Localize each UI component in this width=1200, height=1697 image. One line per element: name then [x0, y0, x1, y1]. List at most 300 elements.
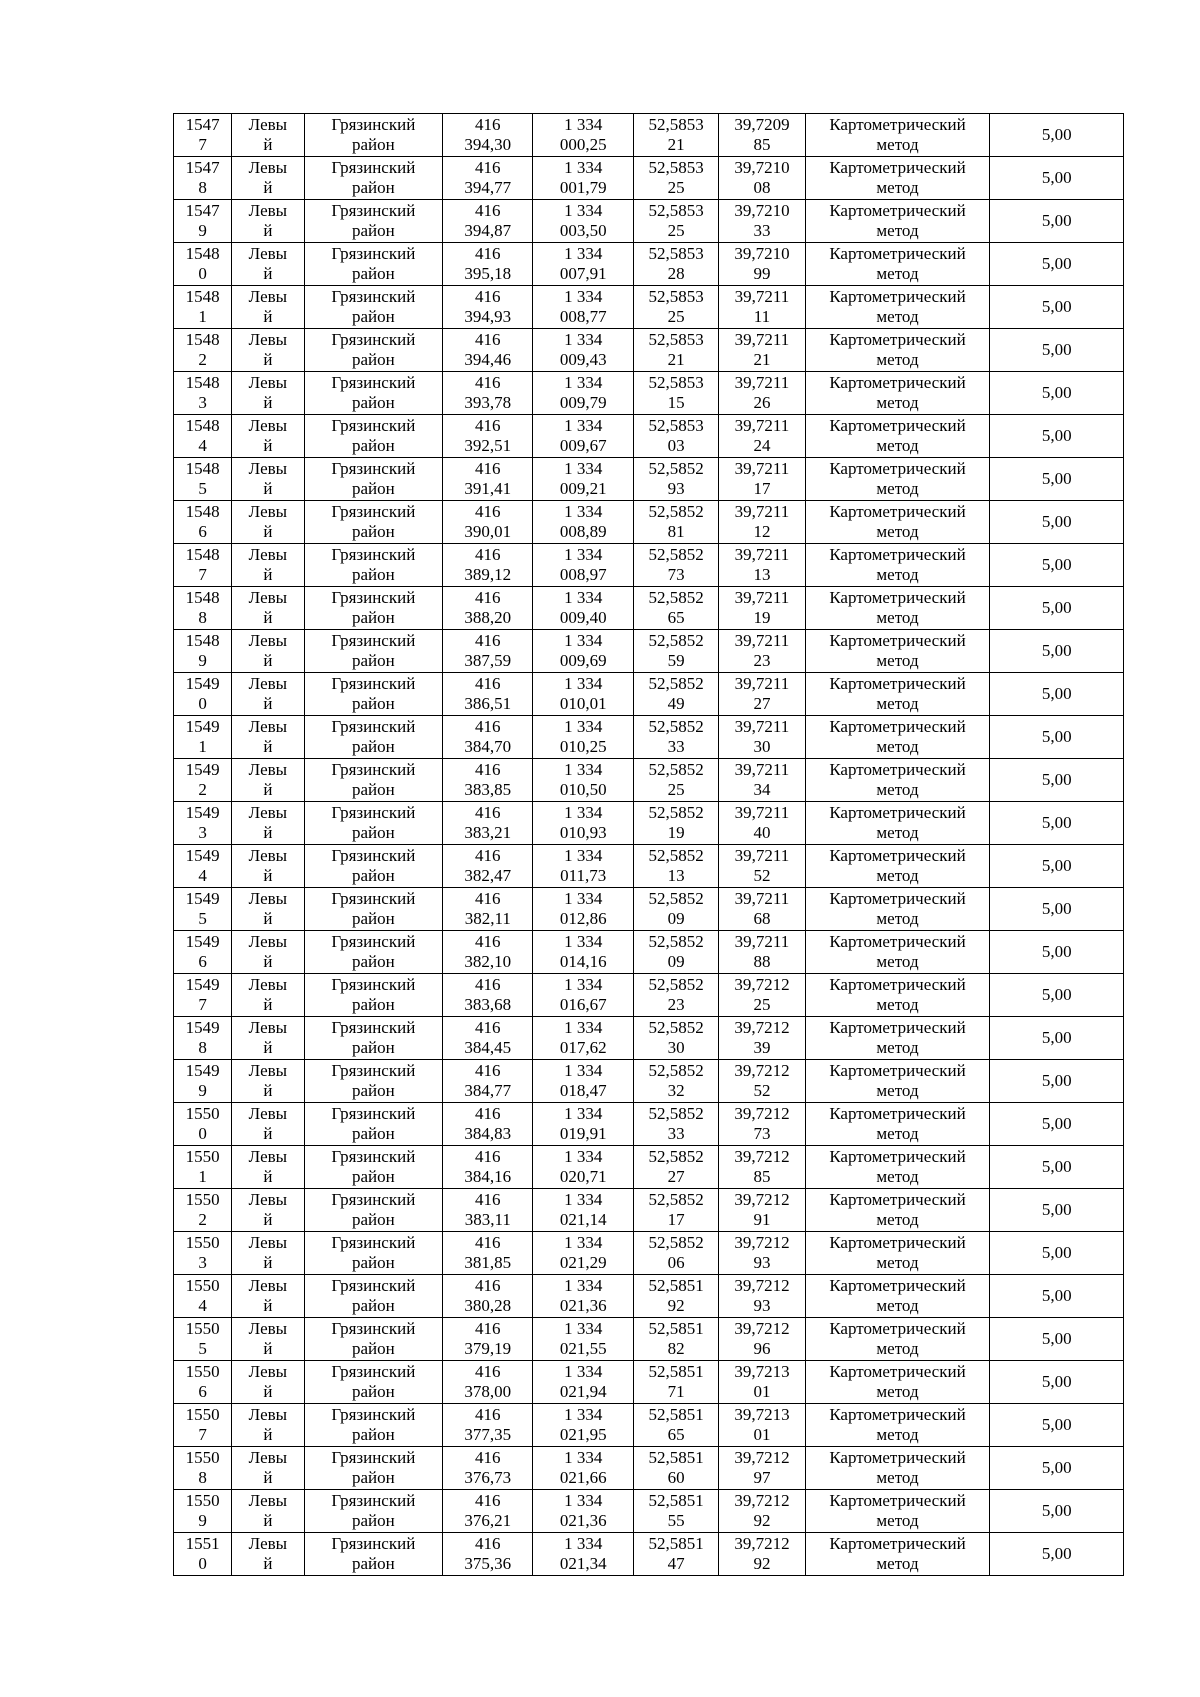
point-number-cell-line: 1548 — [185, 545, 220, 564]
side-cell-line: Левы — [248, 158, 288, 177]
latitude-cell-line: 52,5852 — [648, 1190, 704, 1209]
method-cell-line: Картометрический — [829, 1233, 966, 1252]
method-cell-line: метод — [876, 1167, 919, 1186]
longitude-cell-line: 97 — [753, 1468, 771, 1487]
point-number-cell — [174, 630, 232, 673]
y-coordinate-cell-line: 021,36 — [559, 1296, 607, 1315]
x-coordinate-cell — [443, 243, 533, 286]
longitude-cell — [719, 157, 805, 200]
longitude-cell — [719, 974, 805, 1017]
table-row — [174, 974, 1124, 1017]
district-cell — [304, 759, 443, 802]
method-cell-line: Картометрический — [829, 803, 966, 822]
y-coordinate-cell-line: 018,47 — [559, 1081, 607, 1100]
accuracy-cell: 5,00 — [990, 931, 1124, 974]
latitude-cell-line: 52,5852 — [648, 932, 704, 951]
latitude-cell — [633, 415, 718, 458]
table-row — [174, 1361, 1124, 1404]
point-number-cell — [174, 1060, 232, 1103]
x-coordinate-cell-line: 375,36 — [464, 1554, 512, 1573]
y-coordinate-cell-line: 1 334 — [564, 1362, 603, 1381]
x-coordinate-cell-line: 390,01 — [464, 522, 512, 541]
table-row — [174, 1232, 1124, 1275]
district-cell-line: Грязинский — [331, 373, 416, 392]
side-cell-line: й — [263, 1167, 273, 1186]
side-cell-line: й — [263, 1124, 273, 1143]
longitude-cell — [719, 1275, 805, 1318]
x-coordinate-cell-line: 416 — [475, 889, 501, 908]
point-number-cell-line: 1550 — [185, 1491, 220, 1510]
method-cell-line: метод — [876, 1425, 919, 1444]
side-cell — [232, 114, 304, 157]
side-cell-line: Левы — [248, 760, 288, 779]
x-coordinate-cell — [443, 1275, 533, 1318]
longitude-cell — [719, 1060, 805, 1103]
district-cell-line: Грязинский — [331, 416, 416, 435]
district-cell-line: район — [351, 651, 395, 670]
method-cell-line: Картометрический — [829, 502, 966, 521]
method-cell-line: Картометрический — [829, 1147, 966, 1166]
y-coordinate-cell — [533, 157, 633, 200]
longitude-cell — [719, 1318, 805, 1361]
point-number-cell-line: 1550 — [185, 1319, 220, 1338]
latitude-cell — [633, 1275, 718, 1318]
y-coordinate-cell-line: 1 334 — [564, 1190, 603, 1209]
side-cell-line: Левы — [248, 1534, 288, 1553]
side-cell-line: Левы — [248, 244, 288, 263]
longitude-cell-line: 39,7212 — [734, 1534, 790, 1553]
district-cell-line: Грязинский — [331, 846, 416, 865]
side-cell-line: Левы — [248, 1362, 288, 1381]
side-cell-line: й — [263, 823, 273, 842]
latitude-cell-line: 52,5852 — [648, 760, 704, 779]
side-cell-line: й — [263, 1511, 273, 1530]
x-coordinate-cell — [443, 802, 533, 845]
longitude-cell-line: 88 — [753, 952, 771, 971]
method-cell — [805, 1318, 990, 1361]
side-cell-line: й — [263, 995, 273, 1014]
x-coordinate-cell-line: 416 — [475, 1190, 501, 1209]
accuracy-cell: 5,00 — [990, 458, 1124, 501]
point-number-cell-line: 1 — [198, 1167, 207, 1186]
point-number-cell-line: 1549 — [185, 846, 220, 865]
point-number-cell-line: 8 — [198, 1038, 207, 1057]
side-cell-line: й — [263, 350, 273, 369]
y-coordinate-cell-line: 014,16 — [559, 952, 607, 971]
y-coordinate-cell — [533, 716, 633, 759]
latitude-cell-line: 52,5852 — [648, 803, 704, 822]
longitude-cell — [719, 200, 805, 243]
side-cell — [232, 673, 304, 716]
x-coordinate-cell — [443, 114, 533, 157]
method-cell — [805, 931, 990, 974]
latitude-cell-line: 52,5851 — [648, 1534, 704, 1553]
longitude-cell-line: 39,7211 — [734, 717, 790, 736]
point-number-cell-line: 6 — [198, 952, 207, 971]
longitude-cell-line: 52 — [753, 1081, 771, 1100]
y-coordinate-cell — [533, 1447, 633, 1490]
y-coordinate-cell-line: 010,01 — [559, 694, 607, 713]
accuracy-cell: 5,00 — [990, 1232, 1124, 1275]
point-number-cell-line: 1549 — [185, 1018, 220, 1037]
side-cell-line: Левы — [248, 1190, 288, 1209]
method-cell — [805, 1189, 990, 1232]
latitude-cell-line: 73 — [667, 565, 685, 584]
latitude-cell-line: 71 — [667, 1382, 685, 1401]
y-coordinate-cell-line: 1 334 — [564, 373, 603, 392]
x-coordinate-cell-line: 416 — [475, 201, 501, 220]
accuracy-cell: 5,00 — [990, 200, 1124, 243]
district-cell-line: Грязинский — [331, 1319, 416, 1338]
accuracy-cell: 5,00 — [990, 1361, 1124, 1404]
method-cell — [805, 1361, 990, 1404]
latitude-cell — [633, 1017, 718, 1060]
point-number-cell — [174, 286, 232, 329]
latitude-cell-line: 25 — [667, 178, 685, 197]
longitude-cell-line: 39,7211 — [734, 545, 790, 564]
table-row — [174, 501, 1124, 544]
y-coordinate-cell — [533, 802, 633, 845]
point-number-cell — [174, 329, 232, 372]
latitude-cell — [633, 1318, 718, 1361]
method-cell-line: Картометрический — [829, 1491, 966, 1510]
longitude-cell — [719, 243, 805, 286]
x-coordinate-cell — [443, 157, 533, 200]
district-cell — [304, 200, 443, 243]
method-cell-line: метод — [876, 565, 919, 584]
accuracy-cell: 5,00 — [990, 630, 1124, 673]
y-coordinate-cell — [533, 974, 633, 1017]
district-cell-line: Грязинский — [331, 588, 416, 607]
latitude-cell — [633, 845, 718, 888]
side-cell-line: Левы — [248, 330, 288, 349]
district-cell-line: район — [351, 1081, 395, 1100]
point-number-cell-line: 1548 — [185, 588, 220, 607]
method-cell — [805, 200, 990, 243]
x-coordinate-cell — [443, 716, 533, 759]
district-cell — [304, 1533, 443, 1576]
district-cell — [304, 1275, 443, 1318]
method-cell-line: Картометрический — [829, 287, 966, 306]
x-coordinate-cell-line: 416 — [475, 1534, 501, 1553]
x-coordinate-cell-line: 376,21 — [464, 1511, 512, 1530]
side-cell-line: Левы — [248, 1491, 288, 1510]
method-cell-line: Картометрический — [829, 717, 966, 736]
y-coordinate-cell — [533, 1318, 633, 1361]
method-cell-line: Картометрический — [829, 115, 966, 134]
point-number-cell — [174, 1318, 232, 1361]
latitude-cell-line: 33 — [667, 1124, 685, 1143]
longitude-cell-line: 17 — [753, 479, 771, 498]
point-number-cell-line: 1550 — [185, 1190, 220, 1209]
method-cell — [805, 458, 990, 501]
point-number-cell-line: 1548 — [185, 330, 220, 349]
longitude-cell-line: 25 — [753, 995, 771, 1014]
latitude-cell-line: 52,5852 — [648, 502, 704, 521]
x-coordinate-cell-line: 416 — [475, 158, 501, 177]
point-number-cell — [174, 888, 232, 931]
method-cell-line: метод — [876, 436, 919, 455]
longitude-cell-line: 12 — [753, 522, 771, 541]
district-cell-line: Грязинский — [331, 1491, 416, 1510]
x-coordinate-cell-line: 394,93 — [464, 307, 512, 326]
latitude-cell-line: 52,5853 — [648, 201, 704, 220]
method-cell-line: метод — [876, 1554, 919, 1573]
point-number-cell-line: 1550 — [185, 1448, 220, 1467]
point-number-cell-line: 1548 — [185, 459, 220, 478]
y-coordinate-cell-line: 1 334 — [564, 287, 603, 306]
longitude-cell-line: 39,7213 — [734, 1362, 790, 1381]
x-coordinate-cell — [443, 1318, 533, 1361]
side-cell — [232, 1103, 304, 1146]
longitude-cell — [719, 329, 805, 372]
latitude-cell-line: 32 — [667, 1081, 685, 1100]
point-number-cell-line: 7 — [198, 1425, 207, 1444]
latitude-cell — [633, 974, 718, 1017]
district-cell-line: Грязинский — [331, 760, 416, 779]
point-number-cell — [174, 1275, 232, 1318]
point-number-cell-line: 1548 — [185, 502, 220, 521]
latitude-cell — [633, 1490, 718, 1533]
side-cell-line: й — [263, 1382, 273, 1401]
method-cell — [805, 759, 990, 802]
table-row — [174, 1103, 1124, 1146]
y-coordinate-cell-line: 009,43 — [559, 350, 607, 369]
latitude-cell — [633, 1103, 718, 1146]
district-cell-line: район — [351, 307, 395, 326]
latitude-cell-line: 27 — [667, 1167, 685, 1186]
y-coordinate-cell — [533, 1060, 633, 1103]
y-coordinate-cell — [533, 243, 633, 286]
method-cell-line: Картометрический — [829, 760, 966, 779]
point-number-cell-line: 1549 — [185, 717, 220, 736]
point-number-cell-line: 5 — [198, 1339, 207, 1358]
latitude-cell-line: 30 — [667, 1038, 685, 1057]
table-row — [174, 114, 1124, 157]
longitude-cell-line: 39,7211 — [734, 674, 790, 693]
point-number-cell — [174, 974, 232, 1017]
district-cell — [304, 587, 443, 630]
point-number-cell-line: 8 — [198, 178, 207, 197]
y-coordinate-cell — [533, 286, 633, 329]
y-coordinate-cell — [533, 1404, 633, 1447]
point-number-cell — [174, 1017, 232, 1060]
x-coordinate-cell-line: 384,16 — [464, 1167, 512, 1186]
side-cell — [232, 630, 304, 673]
point-number-cell-line: 1550 — [185, 1405, 220, 1424]
longitude-cell-line: 39,7212 — [734, 1104, 790, 1123]
method-cell — [805, 1404, 990, 1447]
district-cell — [304, 1404, 443, 1447]
point-number-cell-line: 1550 — [185, 1362, 220, 1381]
x-coordinate-cell-line: 416 — [475, 1018, 501, 1037]
side-cell — [232, 1533, 304, 1576]
point-number-cell-line: 6 — [198, 1382, 207, 1401]
y-coordinate-cell-line: 017,62 — [559, 1038, 607, 1057]
longitude-cell-line: 39,7209 — [734, 115, 790, 134]
x-coordinate-cell-line: 416 — [475, 416, 501, 435]
district-cell — [304, 1103, 443, 1146]
district-cell-line: Грязинский — [331, 1362, 416, 1381]
method-cell-line: Картометрический — [829, 545, 966, 564]
longitude-cell-line: 33 — [753, 221, 771, 240]
side-cell — [232, 200, 304, 243]
latitude-cell-line: 55 — [667, 1511, 685, 1530]
longitude-cell-line: 85 — [753, 135, 771, 154]
longitude-cell — [719, 1447, 805, 1490]
y-coordinate-cell — [533, 1361, 633, 1404]
longitude-cell-line: 23 — [753, 651, 771, 670]
latitude-cell-line: 06 — [667, 1253, 685, 1272]
y-coordinate-cell-line: 021,94 — [559, 1382, 607, 1401]
district-cell-line: Грязинский — [331, 244, 416, 263]
district-cell-line: Грязинский — [331, 502, 416, 521]
x-coordinate-cell-line: 416 — [475, 846, 501, 865]
latitude-cell-line: 52,5853 — [648, 416, 704, 435]
longitude-cell — [719, 286, 805, 329]
side-cell-line: Левы — [248, 115, 288, 134]
side-cell — [232, 1017, 304, 1060]
x-coordinate-cell-line: 383,68 — [464, 995, 512, 1014]
latitude-cell — [633, 716, 718, 759]
latitude-cell — [633, 114, 718, 157]
side-cell — [232, 888, 304, 931]
accuracy-cell: 5,00 — [990, 1146, 1124, 1189]
x-coordinate-cell — [443, 200, 533, 243]
longitude-cell-line: 39,7212 — [734, 1190, 790, 1209]
method-cell-line: Картометрический — [829, 1061, 966, 1080]
method-cell — [805, 544, 990, 587]
y-coordinate-cell — [533, 759, 633, 802]
x-coordinate-cell — [443, 1404, 533, 1447]
longitude-cell-line: 39,7211 — [734, 803, 790, 822]
point-number-cell — [174, 544, 232, 587]
point-number-cell-line: 1549 — [185, 674, 220, 693]
method-cell — [805, 974, 990, 1017]
side-cell-line: й — [263, 1038, 273, 1057]
x-coordinate-cell-line: 416 — [475, 1233, 501, 1252]
side-cell-line: Левы — [248, 1233, 288, 1252]
accuracy-cell: 5,00 — [990, 802, 1124, 845]
y-coordinate-cell-line: 011,73 — [560, 866, 607, 885]
point-number-cell-line: 8 — [198, 608, 207, 627]
method-cell — [805, 1275, 990, 1318]
side-cell — [232, 1189, 304, 1232]
point-number-cell-line: 1548 — [185, 373, 220, 392]
latitude-cell-line: 52,5853 — [648, 373, 704, 392]
latitude-cell — [633, 458, 718, 501]
point-number-cell-line: 9 — [198, 651, 207, 670]
latitude-cell-line: 52,5851 — [648, 1362, 704, 1381]
longitude-cell — [719, 415, 805, 458]
method-cell — [805, 1533, 990, 1576]
district-cell — [304, 286, 443, 329]
point-number-cell-line: 1548 — [185, 244, 220, 263]
longitude-cell — [719, 716, 805, 759]
method-cell-line: метод — [876, 1124, 919, 1143]
y-coordinate-cell — [533, 1533, 633, 1576]
accuracy-cell: 5,00 — [990, 501, 1124, 544]
longitude-cell — [719, 759, 805, 802]
district-cell — [304, 1447, 443, 1490]
x-coordinate-cell-line: 416 — [475, 1104, 501, 1123]
latitude-cell-line: 52,5851 — [648, 1405, 704, 1424]
accuracy-cell: 5,00 — [990, 673, 1124, 716]
district-cell-line: Грязинский — [331, 459, 416, 478]
latitude-cell-line: 19 — [667, 823, 685, 842]
point-number-cell-line: 6 — [198, 522, 207, 541]
x-coordinate-cell — [443, 458, 533, 501]
side-cell — [232, 1404, 304, 1447]
longitude-cell-line: 27 — [753, 694, 771, 713]
method-cell-line: Картометрический — [829, 588, 966, 607]
method-cell — [805, 1447, 990, 1490]
longitude-cell-line: 39,7212 — [734, 975, 790, 994]
x-coordinate-cell — [443, 1146, 533, 1189]
point-number-cell — [174, 931, 232, 974]
latitude-cell-line: 21 — [667, 350, 685, 369]
point-number-cell — [174, 200, 232, 243]
method-cell-line: метод — [876, 823, 919, 842]
method-cell — [805, 114, 990, 157]
latitude-cell-line: 59 — [667, 651, 685, 670]
district-cell-line: Грязинский — [331, 545, 416, 564]
y-coordinate-cell-line: 1 334 — [564, 1018, 603, 1037]
x-coordinate-cell — [443, 888, 533, 931]
latitude-cell-line: 52,5852 — [648, 631, 704, 650]
latitude-cell — [633, 673, 718, 716]
y-coordinate-cell-line: 000,25 — [559, 135, 607, 154]
latitude-cell — [633, 630, 718, 673]
method-cell-line: метод — [876, 1038, 919, 1057]
latitude-cell-line: 33 — [667, 737, 685, 756]
side-cell-line: й — [263, 952, 273, 971]
side-cell-line: Левы — [248, 416, 288, 435]
longitude-cell-line: 92 — [753, 1511, 771, 1530]
point-number-cell — [174, 372, 232, 415]
district-cell-line: район — [351, 178, 395, 197]
latitude-cell-line: 52,5851 — [648, 1319, 704, 1338]
x-coordinate-cell-line: 416 — [475, 975, 501, 994]
latitude-cell-line: 23 — [667, 995, 685, 1014]
y-coordinate-cell-line: 021,55 — [559, 1339, 607, 1358]
method-cell-line: метод — [876, 350, 919, 369]
district-cell-line: район — [351, 479, 395, 498]
side-cell — [232, 1060, 304, 1103]
latitude-cell-line: 52,5851 — [648, 1448, 704, 1467]
y-coordinate-cell — [533, 372, 633, 415]
latitude-cell-line: 13 — [667, 866, 685, 885]
point-number-cell-line: 1549 — [185, 889, 220, 908]
latitude-cell — [633, 329, 718, 372]
x-coordinate-cell-line: 384,70 — [464, 737, 512, 756]
point-number-cell-line: 1 — [198, 737, 207, 756]
district-cell — [304, 802, 443, 845]
x-coordinate-cell-line: 416 — [475, 1362, 501, 1381]
method-cell-line: метод — [876, 866, 919, 885]
method-cell-line: Картометрический — [829, 631, 966, 650]
latitude-cell-line: 52,5852 — [648, 459, 704, 478]
point-number-cell — [174, 1447, 232, 1490]
latitude-cell-line: 52,5852 — [648, 1018, 704, 1037]
method-cell-line: метод — [876, 1081, 919, 1100]
x-coordinate-cell-line: 384,45 — [464, 1038, 512, 1057]
district-cell — [304, 673, 443, 716]
table-row — [174, 888, 1124, 931]
y-coordinate-cell-line: 021,14 — [559, 1210, 607, 1229]
district-cell-line: район — [351, 1210, 395, 1229]
y-coordinate-cell-line: 1 334 — [564, 846, 603, 865]
